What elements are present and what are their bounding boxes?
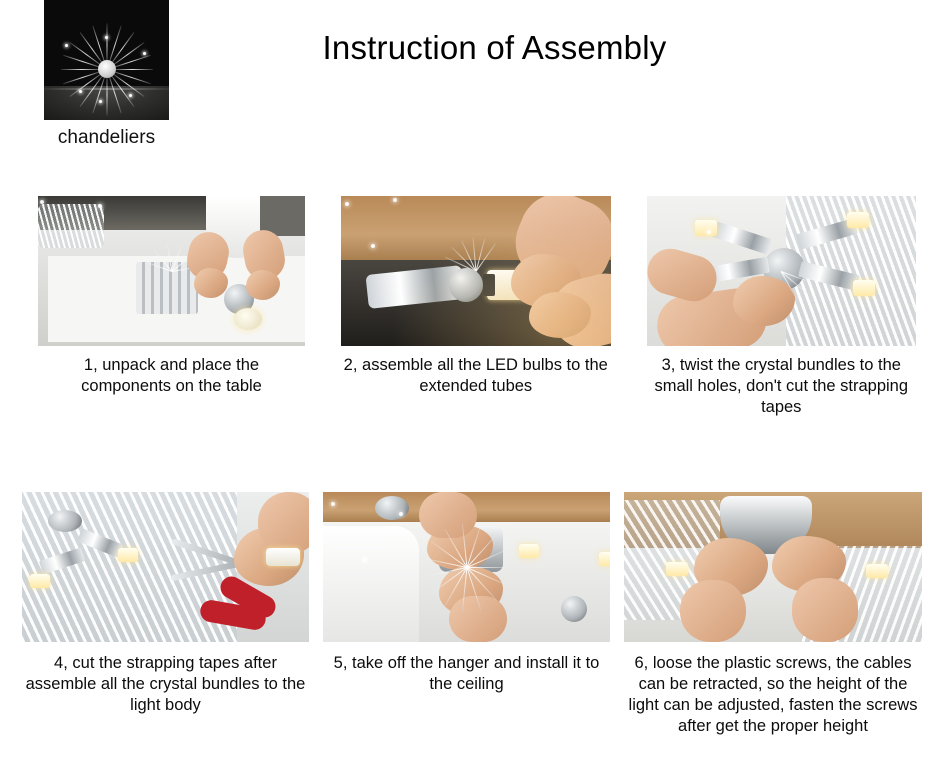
step-caption: 5, take off the hanger and install it to the ceiling [333, 654, 600, 693]
step-item [38, 196, 305, 418]
brand-caption: chandeliers [57, 127, 156, 148]
steps-row-2 [22, 492, 922, 737]
step-item [647, 196, 917, 418]
step-item [624, 492, 922, 737]
step-4-photo [22, 492, 309, 642]
document-header [0, 0, 949, 150]
step-caption: 3, twist the crystal bundles to the small holes, don't cut the strapping tapes [654, 356, 909, 416]
step-1-photo [38, 196, 305, 346]
step-item [22, 492, 309, 737]
step-caption: 6, loose the plastic screws, the cables can be retracted, so the height of the light can be adjusted, fasten the screws after get the proper height [628, 654, 918, 735]
step-item [323, 492, 610, 737]
brand-logo-block [44, 0, 169, 149]
step-item [341, 196, 611, 418]
step-caption: 2, assemble all the LED bulbs to the extended tubes [343, 356, 608, 395]
page-title: Instruction of Assembly [322, 29, 667, 66]
step-caption: 1, unpack and place the components on the table [81, 356, 262, 395]
step-2-photo [341, 196, 611, 346]
step-3-photo [647, 196, 917, 346]
step-6-photo [624, 492, 922, 642]
step-caption: 4, cut the strapping tapes after assemble all the crystal bundles to the light body [25, 654, 306, 714]
steps-row-1 [38, 196, 916, 418]
step-5-photo [323, 492, 610, 642]
